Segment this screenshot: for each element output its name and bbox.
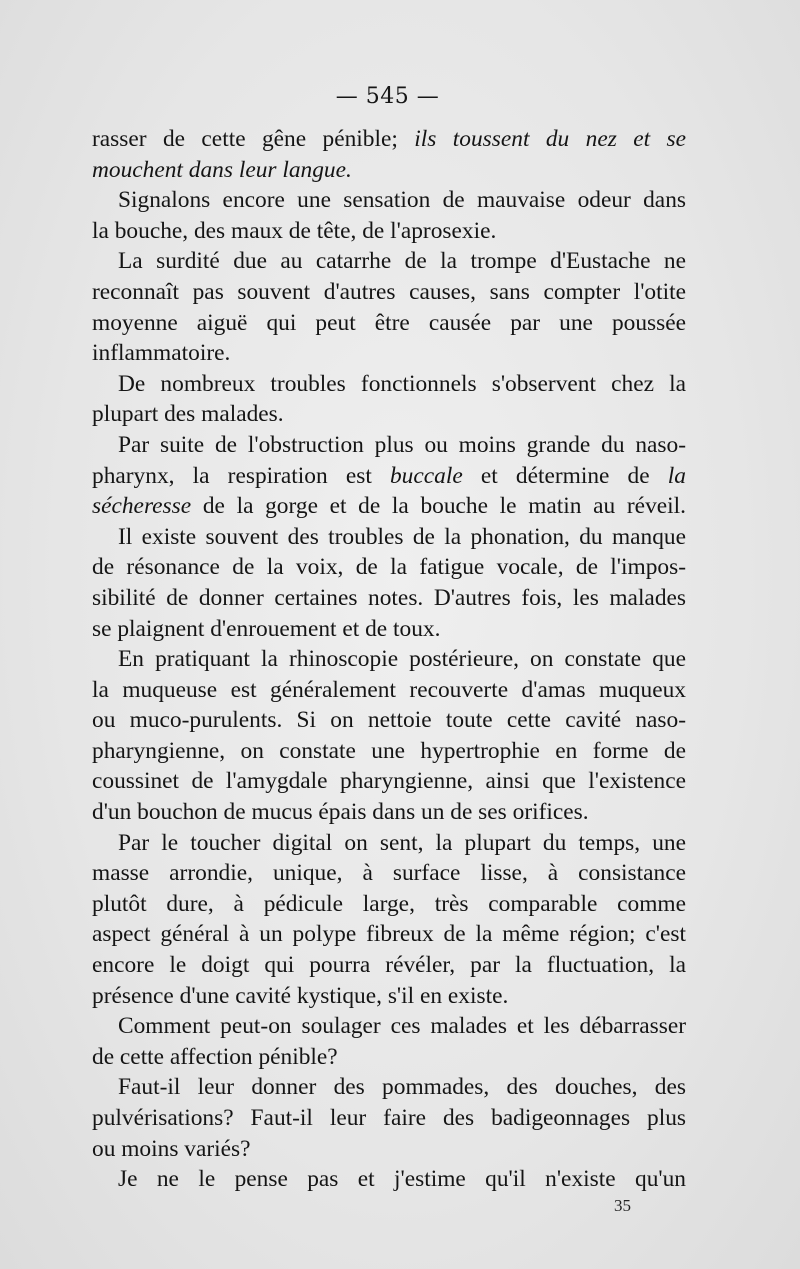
text-segment: Par suite de l'obstruction plus ou moins grande du naso- [118,431,686,458]
text-segment: de cette affection pénible? [92,1043,338,1070]
text-line [92,1042,686,1073]
text-segment: ou moins variés? [92,1135,251,1162]
italic-text: la [667,462,686,489]
text-segment: Comment peut-on soulager ces malades et les débarrasser [118,1013,686,1040]
text-segment: encore le doigt qui pourra révéler, par la fluctuation, la [92,952,686,979]
text-segment: La surdité due au catarrhe de la trompe d'Eustache ne [118,248,686,275]
text-line [92,277,686,308]
text-segment: ou muco-purulents. Si on nettoie toute cette cavité naso- [92,707,686,734]
text-line [92,889,686,920]
text-line [92,981,686,1012]
text-line [92,246,686,277]
text-line [92,583,686,614]
text-segment: présence d'une cavité kystique, s'il en existe. [92,982,509,1009]
text-line [92,919,686,950]
text-segment: pharyngienne, on constate une hypertrophie en forme de [92,737,686,764]
text-line [92,491,686,522]
text-line [92,124,686,155]
text-line [92,766,686,797]
italic-text: ils toussent du nez et se [414,126,686,152]
text-line [92,828,686,859]
text-segment: la bouche, des maux de tête, de l'aprosexie. [92,217,497,244]
text-segment: Il existe souvent des troubles de la phonation, du manque [118,523,686,550]
text-line [92,675,686,706]
body-text [92,124,686,1195]
text-line [92,705,686,736]
text-segment: moyenne aiguë qui peut être causée par une poussée [92,309,686,336]
signature-mark: 35 [614,1196,631,1215]
page-number: — 545 — [335,84,440,109]
text-segment: Par le toucher digital on sent, la plupart du temps, une [118,829,686,856]
text-segment: rasser de cette gêne pénible; [92,126,415,152]
text-line [92,430,686,461]
text-segment: En pratiquant la rhinoscopie postérieure, on constate que [118,646,686,673]
text-segment: Faut-il leur donner des pommades, des douches, des [118,1074,686,1101]
text-line [92,797,686,828]
text-line [92,950,686,981]
text-segment: et détermine de [462,462,668,489]
text-segment: Je ne le pense pas et j'estime qu'il n'existe qu'un [118,1166,686,1193]
text-line [92,338,686,369]
text-line [92,155,686,186]
text-segment: reconnaît pas souvent d'autres causes, sans compter l'otite [92,278,686,305]
text-line [92,1103,686,1134]
text-segment: Signalons encore une sensation de mauvaise odeur dans [118,187,686,214]
text-line [92,461,686,492]
italic-text: buccale [389,462,463,489]
text-line [92,399,686,430]
text-segment: la muqueuse est généralement recouverte d'amas muqueux [92,676,686,703]
text-segment: sibilité de donner certaines notes. D'autres fois, les malades [92,584,686,611]
text-line [92,736,686,767]
text-line [92,552,686,583]
text-segment: plutôt dure, à pédicule large, très comparable comme [92,890,686,917]
text-segment: coussinet de l'amygdale pharyngienne, ainsi que l'existence [92,768,686,795]
text-segment: De nombreux troubles fonctionnels s'observent chez la [118,370,686,397]
italic-text: mouchent dans leur langue. [92,156,352,183]
text-segment: pulvérisations? Faut-il leur faire des badigeonnages plus [92,1105,686,1131]
text-line [92,1164,686,1195]
text-line [92,308,686,339]
text-segment: se plaignent d'enrouement et de toux. [92,615,441,642]
text-segment: d'un bouchon de mucus épais dans un de ses orifices. [92,799,589,826]
text-segment: inflammatoire. [92,340,231,367]
text-line [92,216,686,247]
text-line [92,858,686,889]
text-segment: pharynx, la respiration est [92,462,390,489]
text-line [92,614,686,645]
text-line [92,185,686,216]
italic-text: sécheresse [92,493,192,520]
text-line [92,369,686,400]
text-line [92,644,686,675]
text-line [92,522,686,553]
text-segment: de résonance de la voix, de la fatigue vocale, de l'impos- [92,554,686,581]
text-segment: de la gorge et de la bouche le matin au réveil. [191,493,686,520]
text-segment: aspect général à un polype fibreux de la même région; c'est [92,921,686,948]
text-segment: plupart des malades. [92,401,284,428]
text-line [92,1134,686,1165]
text-segment: masse arrondie, unique, à surface lisse, à consistance [92,860,686,887]
text-line [92,1072,686,1103]
text-line [92,1011,686,1042]
